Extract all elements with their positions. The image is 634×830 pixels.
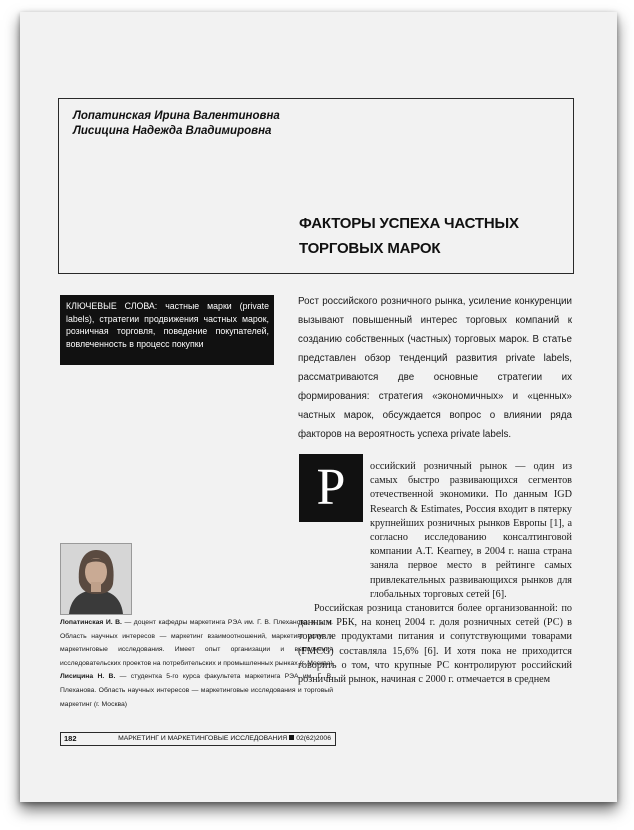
author-bio [60,616,333,670]
keywords-box [60,295,274,365]
journal-issue: 02(62)2006 [296,735,331,742]
bio-name: Лисицина Н. В. [60,673,116,681]
author-name: Лисицина Надежда Владимировна [73,125,272,137]
author-bio [60,670,333,711]
journal-name: МАРКЕТИНГ И МАРКЕТИНГОВЫЕ ИССЛЕДОВАНИЯ [118,735,288,742]
author-photo [60,543,132,615]
bio-name: Лопатинская И. В. [60,619,122,626]
article-body [298,460,572,687]
magazine-page [20,12,617,802]
paragraph: Российская розница становится более организованной: по данным РБК, на конец 2004 г. доля розничных сетей (РС) в торговле продуктами питания и сопутствующими товарами (FMCG) составляла 15,6% [6]. И хотя пока не приходится говорить о том, что крупные РС контролируют российский розничный рынок, начиная с 2000 г. отмечается в среднем [298,603,572,686]
keywords-label: КЛЮЧЕВЫЕ СЛОВА: [66,301,158,311]
title-box [58,98,574,274]
abstract: Рост российского розничного рынка, усиление конкуренции вызывают повышенный интерес торговых компаний к созданию собственных (частных) торговых марок. В статье представлен обзор тенденций развития private labels, рассматриваются две основные стратегии их формирования: стратегия «экономичных» и «ценных» частных марок, обсуждается вопрос о влиянии ряда факторов на вероятность успеха private labels. [298,296,572,440]
keywords-text: частные марки (private labels), стратегии продвижения частных марок, розничная торговля, поведение покупателей, вовлеченность в процесс покупки [66,301,269,349]
authors [73,109,280,139]
author-name: Лопатинская Ирина Валентиновна [73,110,280,122]
paragraph-text: оссийский розничный рынок — один из самых быстро развивающихся сегментов отечественной экономики. По данным IGD Research & Estimates, Россия входит в пятерку крупнейших розничных рынков Европы [1], а согласно исследованию консалтинговой компании A.T. Kearney, в 2004 г. наша страна заняла первое место в рейтинге самых привлекательных развивающихся рынков для глобальных торговых сетей [6]. [370,461,572,600]
drop-cap: Р [299,454,363,522]
title-line: ФАКТОРЫ УСПЕХА ЧАСТНЫХ [299,215,519,232]
square-bullet-icon [289,735,294,740]
page-footer [60,732,336,746]
article-title [299,211,519,261]
author-bios [60,616,333,711]
bio-text: — доцент кафедры маркетинга РЭА им. Г. В. Плеханова, к. э. н. Область научных интересов — маркетинг взаимоотношений, маркетинг услуг и маркетинговые исследования. Имеет опыт организации и выполнения исследовательских проектов на потребительских и промышленных рынках (г. Москва) [60,619,334,667]
journal-info [118,733,331,745]
author-photo-image [61,544,131,614]
paragraph [298,460,572,602]
title-line: ТОРГОВЫХ МАРОК [299,240,441,257]
bio-text: — студентка 5-го курса факультета маркетинга РЭА им. Г. В. Плеханова. Область научных интересов — маркетинговые исследования и торговый маркетинг (г. Москва) [60,673,333,708]
page-number: 182 [64,734,77,743]
